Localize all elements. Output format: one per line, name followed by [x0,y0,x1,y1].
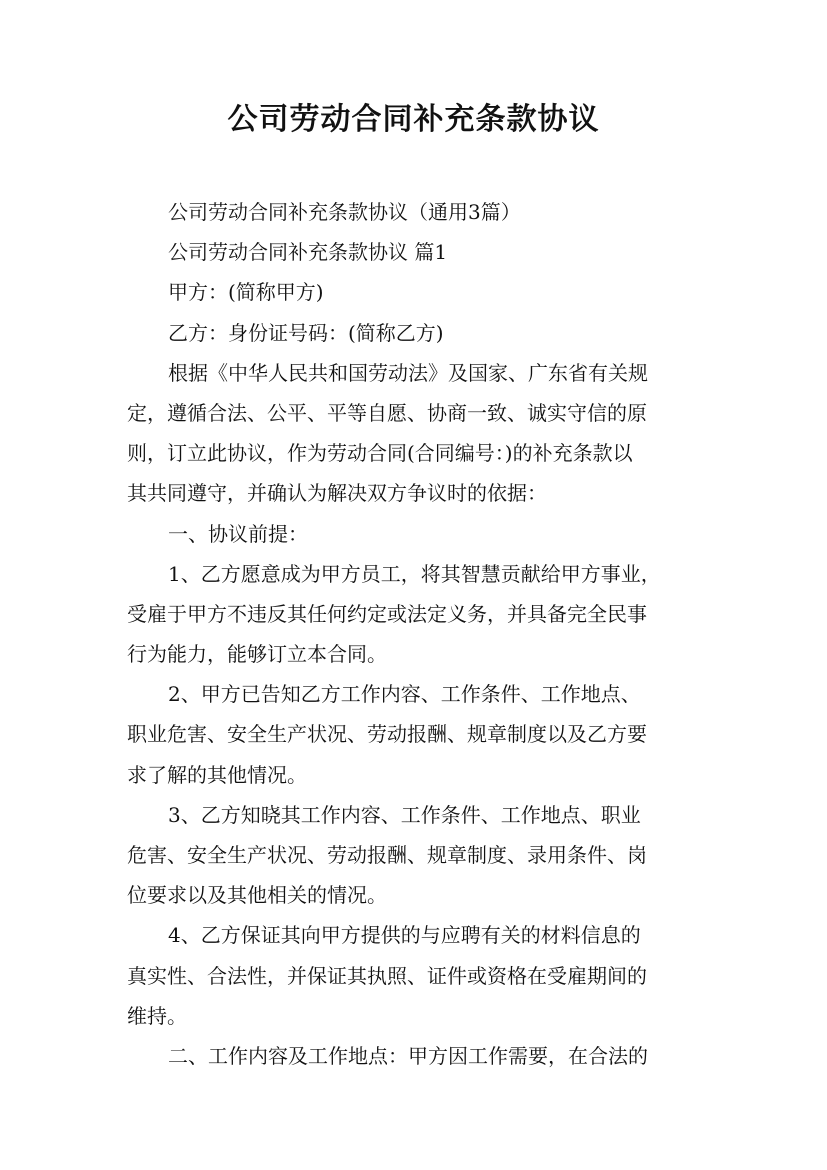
body-line: 其共同遵守，并确认为解决双方争议时的依据： [127,481,547,506]
body-line: 受雇于甲方不违反其任何约定或法定义务，并具备完全民事 [127,601,647,626]
body-line: 4、乙方保证其向甲方提供的与应聘有关的材料信息的 [168,923,641,948]
body-line: 2、甲方已告知乙方工作内容、工作条件、工作地点、 [168,682,641,707]
body-line: 一、协议前提： [168,521,308,546]
body-line: 定，遵循合法、公平、平等自愿、协商一致、诚实守信的原 [127,400,647,425]
body-line: 维持。 [127,1003,187,1028]
body-line: 二、工作内容及工作地点：甲方因工作需要，在合法的 [168,1043,648,1068]
body-line: 1、乙方愿意成为甲方员工，将其智慧贡献给甲方事业， [168,561,661,586]
body-line: 则，订立此协议，作为劳动合同(合同编号：)的补充条款以 [127,441,633,466]
body-line: 职业危害、安全生产状况、劳动报酬、规章制度以及乙方要 [127,722,647,747]
document-body [127,192,717,1076]
document-title: 公司劳动合同补充条款协议 [227,102,600,137]
body-line: 行为能力，能够订立本合同。 [127,642,387,667]
body-line: 求了解的其他情况。 [127,762,307,787]
body-line: 甲方：(简称甲方) [168,280,324,305]
body-line: 乙方：身份证号码：(简称乙方) [168,320,444,345]
body-line: 根据《中华人民共和国劳动法》及国家、广东省有关规 [168,360,648,385]
body-line: 3、乙方知晓其工作内容、工作条件、工作地点、职业 [168,802,641,827]
body-line: 危害、安全生产状况、劳动报酬、规章制度、录用条件、岗 [127,843,647,867]
body-line: 公司劳动合同补充条款协议（通用3篇） [168,200,521,224]
body-line: 公司劳动合同补充条款协议 篇1 [168,240,448,265]
body-line: 真实性、合法性，并保证其执照、证件或资格在受雇期间的 [127,963,647,988]
body-line: 位要求以及其他相关的情况。 [127,883,387,908]
